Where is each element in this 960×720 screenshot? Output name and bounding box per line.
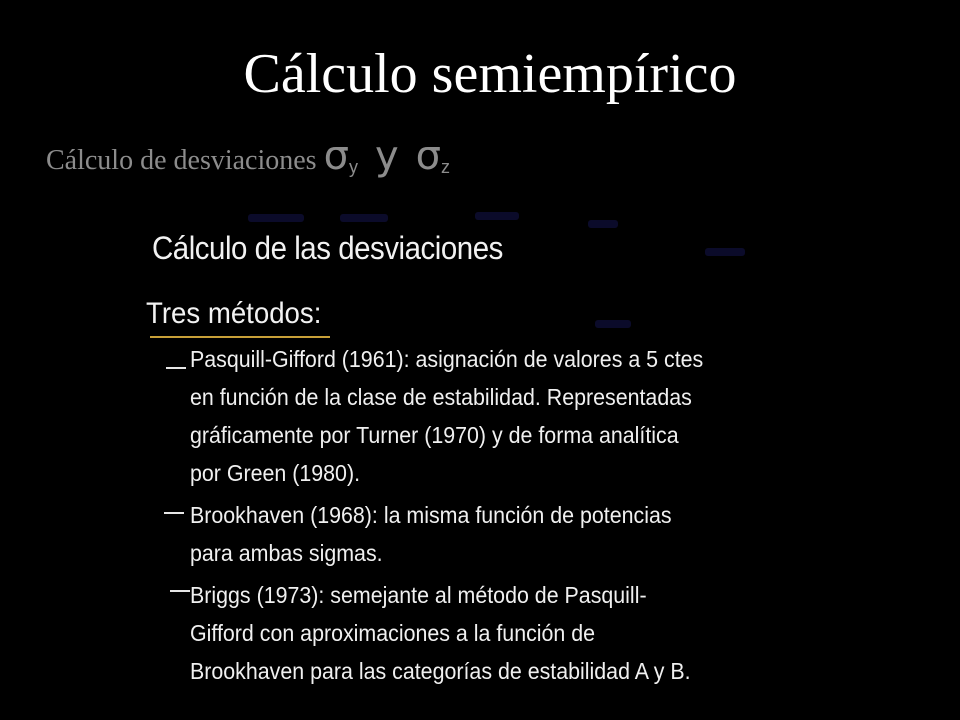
image-artifact: [595, 320, 631, 328]
slide-title: Cálculo semiempírico: [243, 43, 737, 105]
method-item-line: Briggs (1973): semejante al método de Pasquill-: [190, 582, 647, 608]
image-artifact: [705, 248, 745, 256]
method-item-line: Pasquill-Gifford (1961): asignación de valores a 5 ctes: [190, 346, 704, 372]
embedded-heading: Cálculo de las desviaciones: [152, 230, 503, 266]
image-artifact: [340, 214, 388, 222]
methods-underline: [150, 336, 330, 338]
sigma-symbol: σ: [415, 133, 441, 179]
method-item-line: Brookhaven (1968): la misma función de potencias: [190, 502, 672, 528]
method-item-briggs: [190, 576, 785, 690]
image-artifact: [248, 214, 304, 222]
embedded-slide-image: [140, 200, 810, 700]
method-item-line: para ambas sigmas.: [190, 540, 383, 566]
image-artifact: [475, 212, 519, 220]
subtitle-conjunction: y: [374, 133, 399, 179]
method-item-line: por Green (1980).: [190, 460, 361, 486]
method-item-brookhaven: [190, 496, 785, 572]
bullet-dash: [164, 512, 184, 514]
image-artifact: [588, 220, 618, 228]
method-item-line: en función de la clase de estabilidad. Representadas: [190, 384, 692, 410]
method-item-pasquill-gifford: [190, 340, 785, 492]
bullet-dash: [170, 590, 190, 592]
methods-label: Tres métodos:: [146, 297, 322, 330]
sigma-symbol: σ: [323, 133, 349, 179]
slide-subtitle: [46, 132, 450, 187]
subtitle-text: Cálculo de desviaciones: [46, 145, 317, 176]
method-item-line: Gifford con aproximaciones a la función de: [190, 620, 596, 646]
bullet-dash: [166, 367, 186, 369]
sigma-subscript-z: z: [440, 157, 450, 177]
method-item-line: Brookhaven para las categorías de estabilidad A y B.: [190, 658, 691, 684]
method-item-line: gráficamente por Turner (1970) y de forma analítica: [190, 422, 679, 448]
sigma-subscript-y: y: [348, 157, 358, 177]
